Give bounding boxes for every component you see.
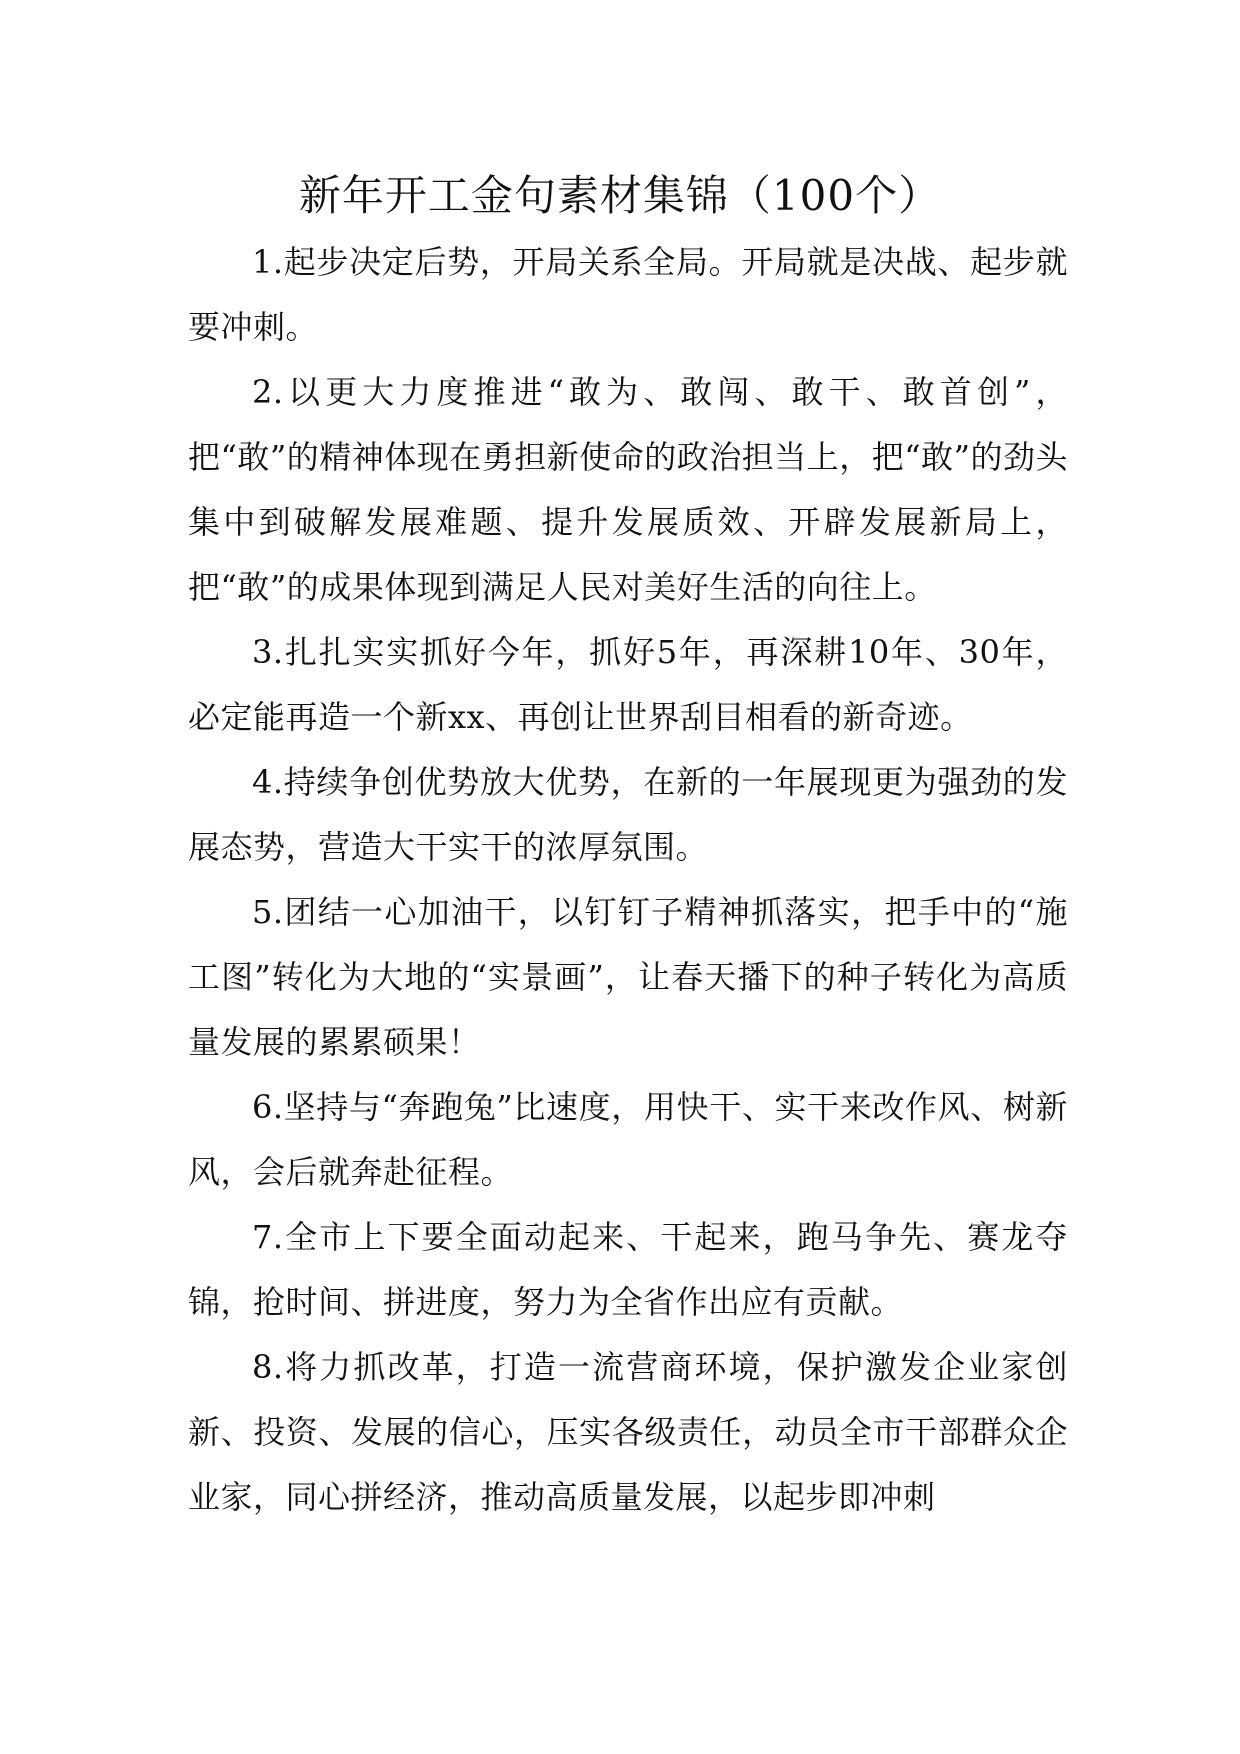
paragraph-2: 2.以更大力度推进“敢为、敢闯、敢干、敢首创”，把“敢”的精神体现在勇担新使命的政治担当上，把“敢”的劲头集中到破解发展难题、提升发展质效、开辟发展新局上，把“敢”的成果体现到满足人民对美好生活的向往上。 (188, 373, 1068, 606)
document-body (188, 230, 1068, 1530)
paragraph-1: 1.起步决定后势，开局关系全局。开局就是决战、起步就要冲刺。 (188, 243, 1068, 346)
paragraph-3: 3.扎扎实实抓好今年，抓好5年，再深耕10年、30年，必定能再造一个新xx、再创让世界刮目相看的新奇迹。 (188, 633, 1068, 736)
paragraph-8: 8.将力抓改革，打造一流营商环境，保护激发企业家创新、投资、发展的信心，压实各级责任，动员全市干部群众企业家，同心拼经济，推动高质量发展，以起步即冲刺 (188, 1348, 1068, 1516)
paragraph-5: 5.团结一心加油干，以钉钉子精神抓落实，把手中的“施工图”转化为大地的“实景画”，让春天播下的种子转化为高质量发展的累累硕果！ (188, 893, 1068, 1061)
paragraph-6: 6.坚持与“奔跑兔”比速度，用快干、实干来改作风、树新风，会后就奔赴征程。 (188, 1088, 1068, 1191)
paragraph-7: 7.全市上下要全面动起来、干起来，跑马争先、赛龙夺锦，抢时间、拼进度，努力为全省作出应有贡献。 (188, 1218, 1068, 1321)
document-title: 新年开工金句素材集锦（100个） (298, 171, 942, 220)
paragraph-4: 4.持续争创优势放大优势，在新的一年展现更为强劲的发展态势，营造大干实干的浓厚氛围。 (188, 763, 1068, 866)
